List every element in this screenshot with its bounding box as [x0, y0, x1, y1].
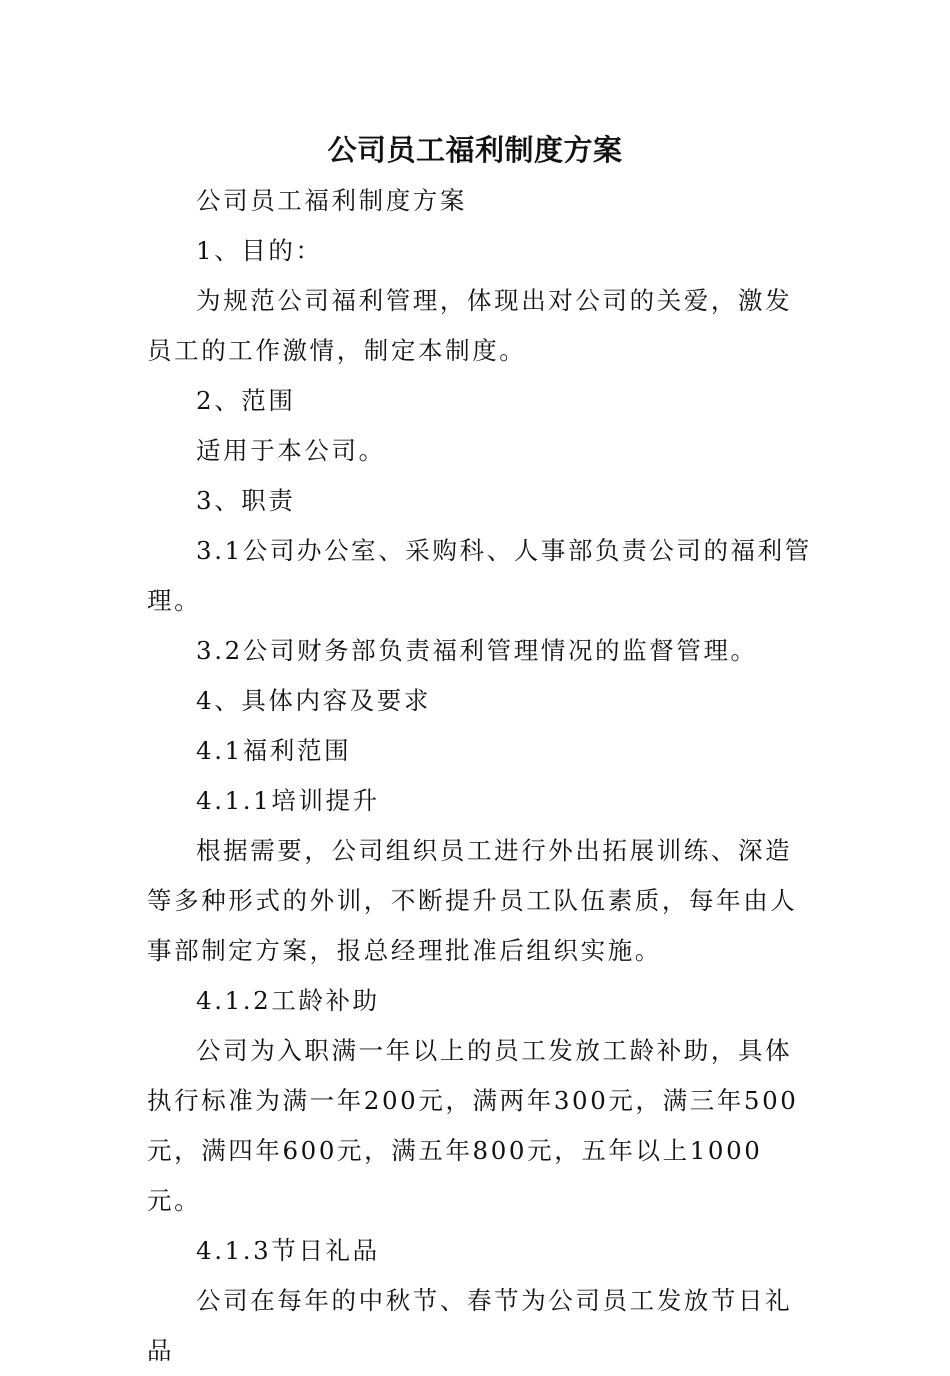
subsection-heading-4-1-2: 4.1.2工龄补助: [196, 986, 380, 1015]
subsection-heading-4-1: 4.1福利范围: [196, 736, 352, 765]
paragraph-scope: 适用于本公司。: [196, 436, 386, 465]
paragraph-subtitle: 公司员工福利制度方案: [196, 186, 467, 215]
paragraph-holiday-gifts: 公司在每年的中秋节、春节为公司员工发放节日礼品: [147, 1286, 793, 1365]
subsection-heading-4-1-1: 4.1.1培训提升: [196, 786, 380, 815]
document-title: 公司员工福利制度方案: [327, 133, 623, 167]
paragraph-purpose: 为规范公司福利管理，体现出对公司的关爱，激发员工的工作激情，制定本制度。: [147, 286, 793, 365]
subsection-heading-4-1-3: 4.1.3节日礼品: [196, 1236, 380, 1265]
section-heading-content: 4、具体内容及要求: [196, 686, 431, 715]
document-body: [147, 176, 812, 1376]
paragraph-seniority-allowance: 公司为入职满一年以上的员工发放工龄补助，具体执行标准为满一年200元，满两年300元，满三年500元，满四年600元，满五年800元，五年以上1000元。: [147, 1036, 799, 1215]
paragraph-responsibility-3-1: 3.1公司办公室、采购科、人事部负责公司的福利管理。: [147, 536, 812, 615]
paragraph-training: 根据需要，公司组织员工进行外出拓展训练、深造等多种形式的外训，不断提升员工队伍素质，每年由人事部制定方案，报总经理批准后组织实施。: [147, 836, 798, 965]
paragraph-responsibility-3-2: 3.2公司财务部负责福利管理情况的监督管理。: [196, 636, 758, 665]
section-heading-scope: 2、范围: [196, 386, 296, 415]
section-heading-responsibilities: 3、职责: [196, 486, 296, 515]
section-heading-purpose: 1、目的：: [196, 236, 323, 265]
